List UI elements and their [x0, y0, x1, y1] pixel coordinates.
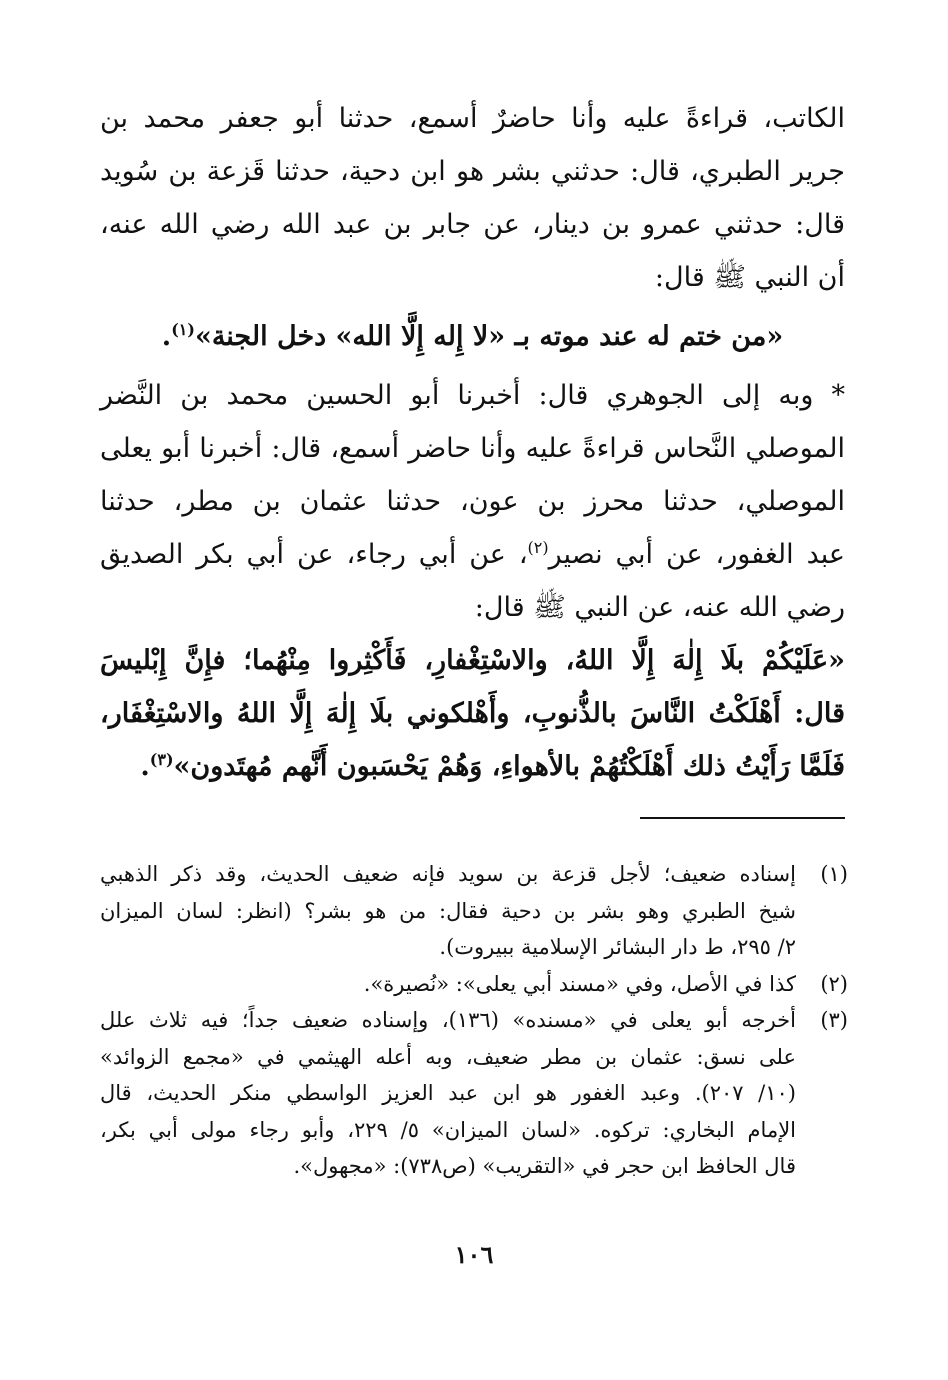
text-line: (١٠/ ٢٠٧). وعبد الغفور هو ابن عبد العزيز الواسطي منكر الحديث، قال	[100, 1081, 796, 1105]
text-line: أخرجه أبو يعلى في «مسنده» (١٣٦)، وإسناده ضعيف جداً؛ فيه ثلاث علل	[100, 1008, 796, 1032]
main-text	[100, 92, 845, 793]
text-line: قال الحافظ ابن حجر في «التقريب» (ص٧٣٨): «مجهول».	[293, 1154, 796, 1178]
text-segment: فَلَمَّا رَأَيْتُ ذلك أَهْلَكْتُهُمْ بالأهواءِ، وَهُمْ يَحْسَبون أَنَّهم مُهتَدون»	[173, 751, 845, 782]
footnote-number: (٣)	[820, 1008, 848, 1032]
text-line: كذا في الأصل، وفي «مسند أبي يعلى»: «نُصيرة».	[363, 971, 796, 996]
footnote-ref-1: (١)	[171, 320, 195, 339]
text-segment: .	[140, 751, 150, 782]
footnote-ref-3: (٣)	[149, 750, 174, 769]
text-line: رضي الله عنه، عن النبي ﷺ قال:	[474, 592, 845, 623]
text-line: الموصلي النَّحاس قراءةً عليه وأنا حاضر أسمع، قال: أخبرنا أبو يعلى	[100, 433, 845, 464]
text-line: الإمام البخاري: تركوه. «لسان الميزان» ٥/ ٢٢٩، وأبو رجاء مولى أبي بكر،	[100, 1117, 796, 1142]
text-line: على نسق: عثمان بن مطر ضعيف، وبه أعله الهيثمي في «مجمع الزوائد»	[100, 1044, 796, 1069]
text-line: الكاتب، قراءةً عليه وأنا حاضرٌ أسمع، حدثنا أبو جعفر محمد بن	[100, 103, 845, 134]
text-line: * وبه إلى الجوهري قال: أخبرنا أبو الحسين محمد بن النَّضر	[100, 380, 845, 411]
paragraph-1	[100, 92, 845, 304]
hadith-1	[100, 310, 845, 363]
page-number: ١٠٦	[454, 1240, 494, 1269]
hadith-1-text: «من ختم له عند موته بـ «لا إِله إِلَّا الله» دخل الجنة»	[194, 321, 784, 352]
text-line: شيخ الطبري وهو بشر بن دحية فقال: من هو بشر؟ (انظر: لسان الميزان	[100, 898, 796, 923]
text-segment: ، عن أبي رجاء، عن أبي بكر الصديق	[100, 539, 528, 570]
text-line: أن النبي ﷺ قال:	[654, 262, 845, 293]
text-segment: عبد الغفور، عن أبي نصير	[548, 539, 846, 570]
footnote-body	[100, 966, 796, 1003]
text-line: جرير الطبري، قال: حدثني بشر هو ابن دحية، حدثنا قَزعة بن سُويد	[100, 156, 845, 187]
footnote-body	[100, 856, 796, 966]
footnote-3	[100, 1002, 848, 1185]
footnote-number: (٢)	[820, 971, 848, 996]
text-line	[100, 528, 845, 581]
text-line: قال: حدثني عمرو بن دينار، عن جابر بن عبد الله رضي الله عنه،	[100, 209, 845, 240]
footnote-2	[100, 966, 848, 1003]
hadith-2	[100, 634, 845, 793]
text-line: ٢/ ٢٩٥، ط دار البشائر الإسلامية ببيروت).	[439, 935, 796, 959]
paragraph-2	[100, 369, 845, 634]
footnote-number: (١)	[820, 862, 848, 886]
footnote-1	[100, 856, 848, 966]
text-line: إسناده ضعيف؛ لأجل قزعة بن سويد فإنه ضعيف الحديث، وقد ذكر الذهبي	[100, 862, 796, 886]
text-line: قال: أَهْلَكْتُ النَّاسَ بالذُّنوبِ، وأَهْلكوني بلَا إِلٰهَ إِلَّا اللهُ والاسْتِغْفَار،	[100, 698, 845, 729]
text-line	[100, 740, 845, 793]
hadith-1-end: .	[161, 321, 172, 352]
text-line: الموصلي، حدثنا محرز بن عون، حدثنا عثمان بن مطر، حدثنا	[100, 486, 845, 517]
footnote-separator	[640, 817, 845, 819]
footnote-ref-2: (٢)	[527, 538, 549, 557]
text-line: «عَلَيْكُمْ بلَا إِلٰهَ إِلَّا اللهُ، والاسْتِغْفارِ، فَأَكْثِروا مِنْهُما؛ فإِنَّ إِبْليسَ	[100, 645, 845, 676]
footnote-body	[100, 1002, 796, 1185]
footnotes	[100, 856, 848, 1185]
